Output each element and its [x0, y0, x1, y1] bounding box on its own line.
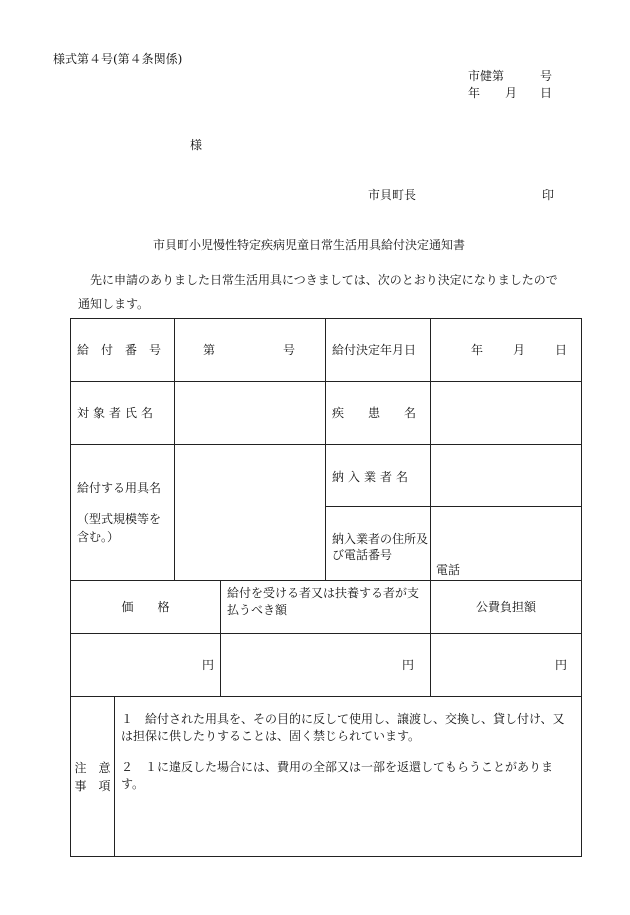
equipment-label: 給付する用具名 — [77, 480, 162, 495]
notes-content-cell — [115, 697, 582, 857]
payable-label-cell — [221, 581, 431, 634]
price-label: 価 格 — [121, 600, 170, 614]
intro-line-2: 通知します。 — [78, 297, 150, 311]
decision-year: 年 — [470, 343, 483, 357]
notes-label-2: 事 項 — [74, 778, 111, 793]
decision-month: 月 — [512, 343, 525, 357]
equipment-note: （型式規模等を含む。） — [77, 511, 162, 544]
decision-date-label: 給付決定年月日 — [332, 343, 417, 357]
intro-line-1: 先に申請のありました日常生活用具につきましては、次のとおり決定になりましたので — [90, 273, 558, 287]
seal-mark: 印 — [542, 188, 555, 202]
price-yen: 円 — [202, 658, 215, 672]
form-code: 様式第４号(第４条関係) — [53, 52, 183, 66]
office-number-prefix: 市健第 — [468, 69, 505, 83]
benefit-number-cell — [175, 319, 326, 382]
equipment-cell[interactable] — [175, 445, 326, 581]
note-item-1: １ 給付された用具を、その目的に反して使用し、譲渡し、交換し、貸し付け、又は担保に供したりすることは、固く禁じられています。 — [121, 712, 565, 743]
date-year: 年 — [468, 86, 481, 100]
public-burden-yen: 円 — [555, 658, 568, 672]
payable-label: 給付を受ける者又は扶養する者が支払うべき額 — [227, 586, 420, 617]
benefit-number-label: 給 付 番 号 — [77, 343, 162, 357]
supplier-address-cell[interactable] — [431, 507, 582, 581]
disease-label-cell — [326, 382, 431, 445]
phone-label: 電話 — [436, 563, 461, 577]
office-number-suffix: 号 — [540, 69, 553, 83]
supplier-cell[interactable] — [431, 445, 582, 507]
public-burden-label-cell — [431, 581, 582, 634]
document-title: 市貝町小児慢性特定疾病児童日常生活用具給付決定通知書 — [153, 238, 466, 252]
public-burden-label: 公費負担額 — [476, 600, 537, 614]
recipient-name-label-cell — [71, 382, 175, 445]
supplier-label: 納入業者名 — [332, 470, 413, 484]
benefit-number-label-cell — [71, 319, 175, 382]
payable-yen: 円 — [402, 658, 415, 672]
supplier-address-label-cell — [326, 507, 431, 581]
disease-cell[interactable] — [431, 382, 582, 445]
date-day: 日 — [540, 86, 553, 100]
supplier-address-label: 納入業者の住所及び電話番号 — [332, 532, 429, 562]
notes-label-1: 注 意 — [74, 760, 111, 775]
date-month: 月 — [505, 86, 518, 100]
equipment-label-cell — [71, 445, 175, 581]
number-prefix: 第 — [203, 343, 216, 357]
issuer-name: 市貝町長 — [368, 188, 417, 202]
price-cell[interactable] — [71, 634, 221, 697]
notes-label-cell — [71, 697, 115, 857]
price-label-cell — [71, 581, 221, 634]
supplier-label-cell — [326, 445, 431, 507]
disease-label: 疾 患 名 — [332, 406, 417, 420]
recipient-name-cell[interactable] — [175, 382, 326, 445]
public-burden-cell[interactable] — [431, 634, 582, 697]
payable-cell[interactable] — [221, 634, 431, 697]
recipient-name-label: 対象者氏名 — [77, 406, 158, 420]
decision-day: 日 — [555, 343, 568, 357]
number-suffix: 号 — [283, 343, 296, 357]
decision-date-cell — [431, 319, 582, 382]
addressee-suffix: 様 — [190, 138, 203, 152]
benefit-table — [70, 318, 582, 857]
note-item-2: ２ １に違反した場合には、費用の全部又は一部を返還してもらうことがあります。 — [121, 760, 554, 791]
decision-date-label-cell — [326, 319, 431, 382]
